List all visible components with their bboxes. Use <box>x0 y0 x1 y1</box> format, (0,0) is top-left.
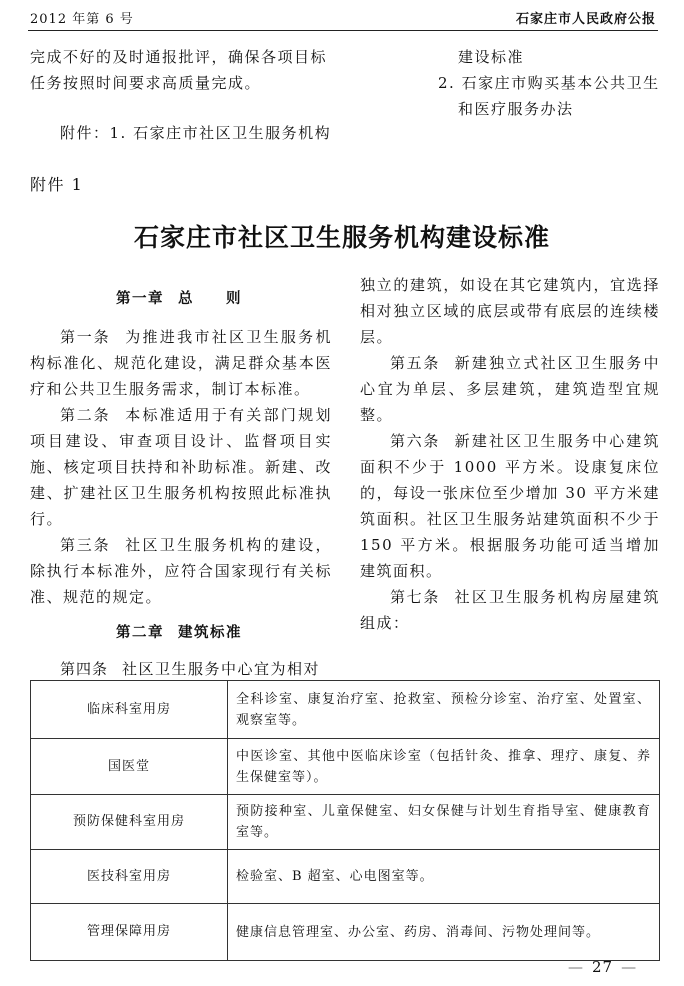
article-1-text: 为推进我市社区卫生服务机构标准化、规范化建设，满足群众基本医疗和公共卫生服务需求，制订本标准。 <box>30 328 332 398</box>
header-rule <box>28 30 658 31</box>
article-7-label: 第七条 <box>390 588 440 606</box>
attachment-2-title-cont: 和医疗服务办法 <box>458 100 574 118</box>
chapter-1-heading <box>30 286 332 312</box>
article-7 <box>360 584 660 636</box>
table-cell-category: 临床科室用房 <box>31 681 228 739</box>
article-3 <box>30 532 332 610</box>
article-4-text: 社区卫生服务中心宜为相对 <box>122 660 321 678</box>
article-6 <box>360 428 660 584</box>
page-number: 27 <box>592 958 614 976</box>
article-3-label: 第三条 <box>60 536 111 554</box>
right-column <box>360 272 660 636</box>
table-cell-details: 中医诊室、其他中医临床诊室（包括针灸、推拿、理疗、康复、养生保健室等）。 <box>228 739 660 795</box>
chapter-2-heading <box>30 620 332 646</box>
table-cell-category: 国医堂 <box>31 739 228 795</box>
left-column <box>30 286 332 682</box>
table-row <box>31 739 660 795</box>
article-1 <box>30 324 332 402</box>
chapter-1-number: 第一章 <box>116 290 164 307</box>
article-5 <box>360 350 660 428</box>
attachment-1-title: 1. 石家庄市社区卫生服务机构 <box>109 124 332 142</box>
article-2 <box>30 402 332 532</box>
table-cell-category: 预防保健科室用房 <box>31 795 228 850</box>
table-cell-details: 全科诊室、康复治疗室、抢救室、预检分诊室、治疗室、处置室、观察室等。 <box>228 681 660 739</box>
table-cell-details: 预防接种室、儿童保健室、妇女保健与计划生育指导室、健康教育室等。 <box>228 795 660 850</box>
chapter-2-number: 第二章 <box>116 624 164 641</box>
attachments-line <box>60 120 331 146</box>
annex-label: 附件 1 <box>30 175 84 194</box>
header-publication: 石家庄市人民政府公报 <box>515 12 656 27</box>
article-3-text: 社区卫生服务机构的建设，除执行本标准外，应符合国家现行有关标准、规范的规定。 <box>30 536 332 606</box>
table-cell-details: 检验室、B 超室、心电图室等。 <box>228 850 660 904</box>
article-7-text: 社区卫生服务机构房屋建筑组成： <box>360 588 660 632</box>
article-6-text: 新建社区卫生服务中心建筑面积不少于 1000 平方米。设康复床位的，每设一张床位至少增加 30 平方米建筑面积。社区卫生服务站建筑面积不少于 150 平方米。根据服务功能可适当增加建筑面积。 <box>360 432 660 580</box>
attachment-1-title-cont: 建设标准 <box>458 48 525 66</box>
article-1-label: 第一条 <box>60 328 111 346</box>
room-composition-table <box>30 680 660 961</box>
table-row <box>31 904 660 961</box>
table-row <box>31 681 660 739</box>
article-5-label: 第五条 <box>390 354 440 372</box>
footer-dash-right: — <box>621 958 638 976</box>
article-2-text: 本标准适用于有关部门规划项目建设、审查项目设计、监督项目实施、核定项目扶持和补助标准。新建、改建、扩建社区卫生服务机构按照此标准执行。 <box>30 406 332 528</box>
article-4-label: 第四条 <box>60 660 109 678</box>
table-row <box>31 795 660 850</box>
table-cell-category: 管理保障用房 <box>31 904 228 961</box>
footer-dash-left: — <box>568 958 584 976</box>
table-cell-details: 健康信息管理室、办公室、药房、消毒间、污物处理间等。 <box>228 904 660 961</box>
chapter-1-name: 总 则 <box>178 290 242 307</box>
article-5-text: 新建独立式社区卫生服务中心宜为单层、多层建筑，建筑造型宜规整。 <box>360 354 660 424</box>
article-4-start <box>30 656 332 682</box>
attachments-label: 附件： <box>60 124 110 142</box>
table-row <box>31 850 660 904</box>
document-title: 石家庄市社区卫生服务机构建设标准 <box>133 223 550 252</box>
article-6-label: 第六条 <box>390 432 440 450</box>
header-issue: 2012 年第 6 号 <box>30 12 134 27</box>
article-2-label: 第二条 <box>60 406 111 424</box>
attachment-2-title: 2. 石家庄市购买基本公共卫生 <box>438 74 660 92</box>
page-footer <box>568 958 637 976</box>
continuation-line-1: 完成不好的及时通报批评，确保各项目标 <box>30 48 328 66</box>
article-4-continued: 独立的建筑，如设在其它建筑内，宜选择相对独立区域的底层或带有底层的连续楼层。 <box>360 276 660 346</box>
chapter-2-name: 建筑标准 <box>178 624 242 641</box>
table-cell-category: 医技科室用房 <box>31 850 228 904</box>
continuation-line-2: 任务按照时间要求高质量完成。 <box>30 74 262 92</box>
